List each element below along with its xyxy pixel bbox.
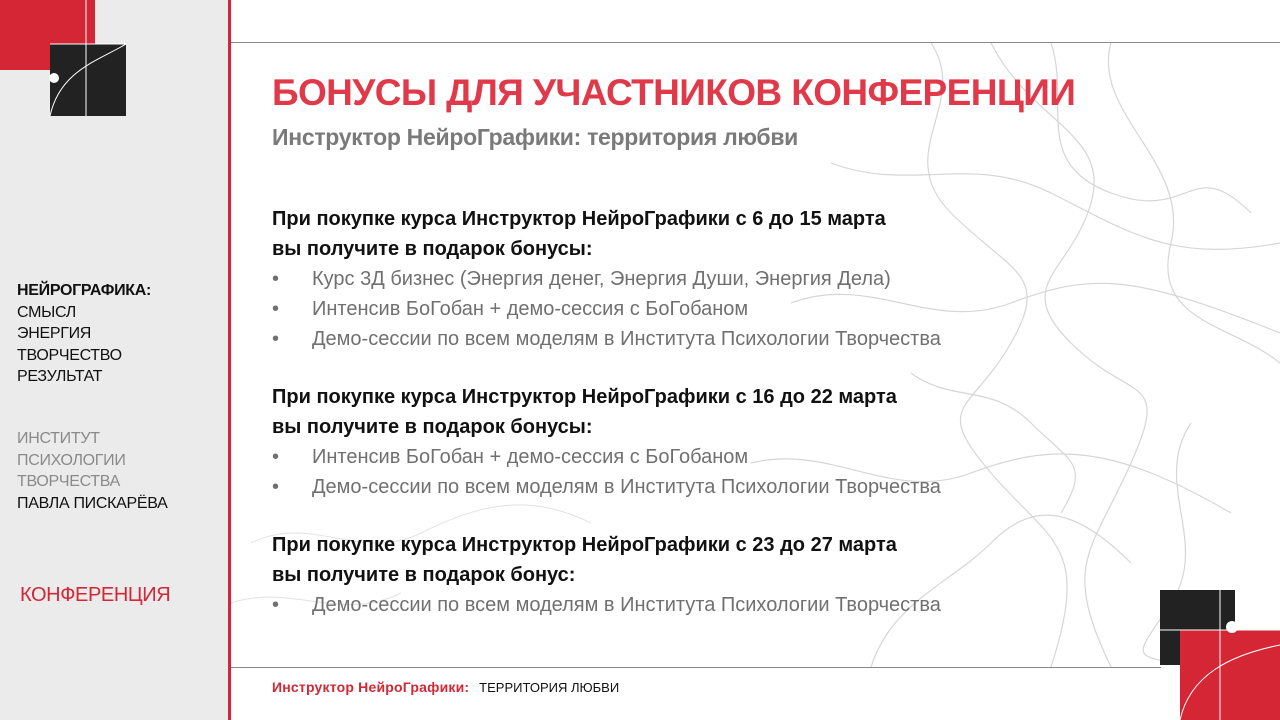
bullet-icon: • [272, 476, 280, 498]
offer-block [272, 382, 1132, 502]
offer-heading-line: При покупке курса Инструктор НейроГрафики с 6 до 15 марта [272, 208, 886, 230]
sidebar-nav-heading: НЕЙРОГРАФИКА: [17, 282, 152, 299]
bonus-offers [272, 204, 1132, 648]
offer-heading-line: вы получите в подарок бонусы: [272, 238, 593, 260]
sidebar-nav-item: ТВОРЧЕСТВО [17, 346, 122, 364]
offer-heading [272, 530, 1132, 590]
institute-name [17, 428, 168, 514]
bonus-text: Демо-сессии по всем моделям в Института Психологии Творчества [312, 328, 941, 350]
bullet-icon: • [272, 446, 280, 468]
footer-brand: Инструктор НейроГрафики: [272, 679, 470, 695]
institute-line: ТВОРЧЕСТВА [17, 473, 120, 490]
offer-heading-line: вы получите в подарок бонус: [272, 564, 576, 586]
sidebar-nav [17, 280, 151, 388]
bonus-text: Курс 3Д бизнес (Энергия денег, Энергия Души, Энергия Дела) [312, 268, 891, 290]
sidebar-nav-item: СМЫСЛ [17, 303, 76, 321]
bonus-text: Демо-сессии по всем моделям в Института Психологии Творчества [312, 476, 941, 498]
sidebar-nav-item: ЭНЕРГИЯ [17, 325, 92, 342]
bonus-text: Демо-сессии по всем моделям в Института Психологии Творчества [312, 594, 941, 616]
sidebar-nav-item: РЕЗУЛЬТАТ [17, 368, 103, 385]
bottom-rule [231, 667, 1161, 668]
neurographica-logo-icon [0, 0, 140, 120]
sidebar-divider [228, 0, 231, 720]
bonus-list [272, 442, 1132, 502]
neurographica-logo-icon [1150, 585, 1280, 720]
bullet-icon: • [272, 298, 280, 320]
offer-heading-line: При покупке курса Инструктор НейроГрафики с 16 до 22 марта [272, 386, 897, 408]
offer-block [272, 530, 1132, 620]
list-item [272, 590, 1132, 620]
bonus-list [272, 264, 1132, 354]
top-rule [231, 42, 1280, 43]
institute-owner: ПАВЛА ПИСКАРЁВА [17, 494, 168, 512]
bonus-list [272, 590, 1132, 620]
offer-heading [272, 382, 1132, 442]
list-item [272, 324, 1132, 354]
list-item [272, 472, 1132, 502]
footer-tagline: ТЕРРИТОРИЯ ЛЮБВИ [479, 680, 620, 695]
offer-heading [272, 204, 1132, 264]
footer [272, 679, 619, 695]
page-title: БОНУСЫ ДЛЯ УЧАСТНИКОВ КОНФЕРЕНЦИИ [272, 72, 1076, 113]
bullet-icon: • [272, 268, 280, 290]
list-item [272, 264, 1132, 294]
bullet-icon: • [272, 328, 280, 350]
offer-heading-line: При покупке курса Инструктор НейроГрафики с 23 до 27 марта [272, 534, 897, 556]
section-label: КОНФЕРЕНЦИЯ [20, 584, 171, 606]
offer-heading-line: вы получите в подарок бонусы: [272, 416, 593, 438]
bullet-icon: • [272, 594, 280, 616]
bonus-text: Интенсив БоГобан + демо-сессия с БоГобаном [312, 298, 749, 320]
offer-block [272, 204, 1132, 354]
bonus-text: Интенсив БоГобан + демо-сессия с БоГобаном [312, 446, 749, 468]
page-subtitle: Инструктор НейроГрафики: территория любви [272, 124, 799, 150]
list-item [272, 442, 1132, 472]
list-item [272, 294, 1132, 324]
institute-line: ИНСТИТУТ [17, 430, 100, 447]
institute-line: ПСИХОЛОГИИ [17, 451, 126, 469]
